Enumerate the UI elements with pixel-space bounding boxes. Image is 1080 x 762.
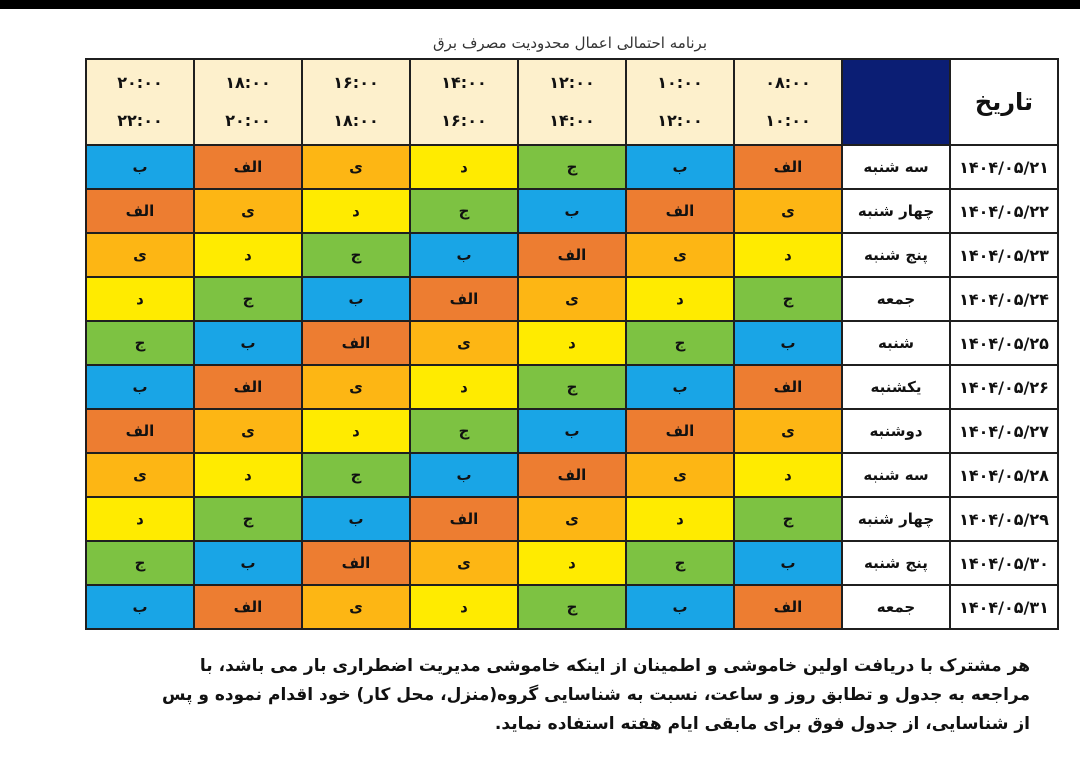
group-cell: ی	[302, 145, 410, 189]
group-cell: د	[734, 233, 842, 277]
day-cell: یکشنبه	[842, 365, 950, 409]
group-cell: ج	[626, 541, 734, 585]
group-cell: ی	[626, 453, 734, 497]
group-cell: ی	[626, 233, 734, 277]
group-cell: ی	[410, 541, 518, 585]
group-cell: ی	[86, 233, 194, 277]
group-cell: ی	[302, 585, 410, 629]
group-cell: الف	[734, 365, 842, 409]
header-row	[86, 59, 1058, 145]
group-cell: ب	[194, 321, 302, 365]
day-cell: پنج شنبه	[842, 233, 950, 277]
day-cell: سه شنبه	[842, 145, 950, 189]
group-cell: ج	[734, 497, 842, 541]
group-cell: الف	[86, 409, 194, 453]
date-cell: ۱۴۰۴/۰۵/۲۵	[950, 321, 1058, 365]
date-header: تاریخ	[950, 59, 1058, 145]
date-cell: ۱۴۰۴/۰۵/۲۴	[950, 277, 1058, 321]
table-row	[86, 497, 1058, 541]
day-cell: جمعه	[842, 277, 950, 321]
day-cell: پنج شنبه	[842, 541, 950, 585]
group-cell: ی	[194, 409, 302, 453]
note-line: از شناسایی، از جدول فوق برای مابقی ایام هفته استفاده نماید.	[494, 714, 1030, 734]
table-row	[86, 453, 1058, 497]
slot-header: ۰۸:۰۰ ۱۰:۰۰	[734, 59, 842, 145]
group-cell: ب	[626, 145, 734, 189]
group-cell: ج	[86, 541, 194, 585]
group-cell: ب	[518, 189, 626, 233]
table-row	[86, 233, 1058, 277]
schedule-table	[85, 58, 1059, 630]
group-cell: ی	[86, 453, 194, 497]
group-cell: الف	[626, 409, 734, 453]
date-cell: ۱۴۰۴/۰۵/۳۱	[950, 585, 1058, 629]
group-cell: د	[410, 585, 518, 629]
group-cell: الف	[518, 453, 626, 497]
day-header	[842, 59, 950, 145]
group-cell: د	[194, 453, 302, 497]
group-cell: الف	[194, 145, 302, 189]
group-cell: ج	[734, 277, 842, 321]
group-cell: ب	[86, 365, 194, 409]
group-cell: ب	[410, 453, 518, 497]
group-cell: ی	[518, 277, 626, 321]
group-cell: د	[518, 321, 626, 365]
group-cell: ب	[410, 233, 518, 277]
group-cell: ج	[194, 277, 302, 321]
group-cell: الف	[302, 541, 410, 585]
group-cell: ب	[626, 585, 734, 629]
group-cell: الف	[410, 277, 518, 321]
group-cell: الف	[734, 145, 842, 189]
date-cell: ۱۴۰۴/۰۵/۲۶	[950, 365, 1058, 409]
group-cell: ب	[86, 145, 194, 189]
day-cell: دوشنبه	[842, 409, 950, 453]
day-cell: چهار شنبه	[842, 497, 950, 541]
group-cell: ب	[302, 497, 410, 541]
group-cell: ی	[734, 409, 842, 453]
group-cell: ی	[194, 189, 302, 233]
group-cell: الف	[194, 585, 302, 629]
note-line: هر مشترک با دریافت اولین خاموشی و اطمینان از اینکه خاموشی مدیریت اضطراری بار می باشد، با	[199, 656, 1030, 676]
page-title: برنامه احتمالی اعمال محدودیت مصرف برق	[432, 34, 708, 52]
table-row	[86, 365, 1058, 409]
group-cell: الف	[410, 497, 518, 541]
day-cell: چهار شنبه	[842, 189, 950, 233]
group-cell: الف	[626, 189, 734, 233]
group-cell: ب	[302, 277, 410, 321]
table-row	[86, 277, 1058, 321]
group-cell: الف	[302, 321, 410, 365]
day-cell: سه شنبه	[842, 453, 950, 497]
group-cell: ج	[86, 321, 194, 365]
group-cell: ج	[194, 497, 302, 541]
slot-header: ۲۰:۰۰ ۲۲:۰۰	[86, 59, 194, 145]
group-cell: ی	[518, 497, 626, 541]
schedule-body	[86, 59, 1058, 629]
table-row	[86, 321, 1058, 365]
date-cell: ۱۴۰۴/۰۵/۳۰	[950, 541, 1058, 585]
table-row	[86, 145, 1058, 189]
group-cell: د	[410, 145, 518, 189]
date-cell: ۱۴۰۴/۰۵/۲۷	[950, 409, 1058, 453]
group-cell: د	[518, 541, 626, 585]
group-cell: الف	[734, 585, 842, 629]
slot-header: ۱۰:۰۰ ۱۲:۰۰	[626, 59, 734, 145]
group-cell: ب	[86, 585, 194, 629]
note-line: مراجعه به جدول و تطابق روز و ساعت، نسبت به شناسایی گروه(منزل، محل کار) خود اقدام نموده و پس	[162, 685, 1030, 705]
group-cell: ب	[518, 409, 626, 453]
group-cell: د	[86, 497, 194, 541]
table-row	[86, 541, 1058, 585]
day-cell: شنبه	[842, 321, 950, 365]
table-row	[86, 189, 1058, 233]
group-cell: ب	[734, 321, 842, 365]
slot-header: ۱۸:۰۰ ۲۰:۰۰	[194, 59, 302, 145]
slot-header: ۱۶:۰۰ ۱۸:۰۰	[302, 59, 410, 145]
group-cell: ج	[410, 189, 518, 233]
group-cell: ج	[518, 145, 626, 189]
group-cell: د	[302, 189, 410, 233]
group-cell: ج	[302, 233, 410, 277]
group-cell: د	[626, 277, 734, 321]
group-cell: ج	[518, 585, 626, 629]
group-cell: د	[410, 365, 518, 409]
group-cell: د	[194, 233, 302, 277]
table-row	[86, 585, 1058, 629]
group-cell: ج	[626, 321, 734, 365]
group-cell: د	[734, 453, 842, 497]
group-cell: ی	[410, 321, 518, 365]
group-cell: ب	[194, 541, 302, 585]
group-cell: د	[626, 497, 734, 541]
top-bar	[0, 0, 1080, 9]
group-cell: ج	[518, 365, 626, 409]
group-cell: د	[86, 277, 194, 321]
slot-header: ۱۲:۰۰ ۱۴:۰۰	[518, 59, 626, 145]
group-cell: ج	[410, 409, 518, 453]
group-cell: ی	[734, 189, 842, 233]
group-cell: ج	[302, 453, 410, 497]
day-cell: جمعه	[842, 585, 950, 629]
date-cell: ۱۴۰۴/۰۵/۲۲	[950, 189, 1058, 233]
group-cell: الف	[194, 365, 302, 409]
group-cell: الف	[86, 189, 194, 233]
group-cell: د	[302, 409, 410, 453]
group-cell: ب	[734, 541, 842, 585]
group-cell: الف	[518, 233, 626, 277]
slot-header: ۱۴:۰۰ ۱۶:۰۰	[410, 59, 518, 145]
date-cell: ۱۴۰۴/۰۵/۲۱	[950, 145, 1058, 189]
instruction-note	[100, 652, 1030, 739]
date-cell: ۱۴۰۴/۰۵/۲۳	[950, 233, 1058, 277]
date-cell: ۱۴۰۴/۰۵/۲۸	[950, 453, 1058, 497]
group-cell: ی	[302, 365, 410, 409]
group-cell: ب	[626, 365, 734, 409]
table-row	[86, 409, 1058, 453]
date-cell: ۱۴۰۴/۰۵/۲۹	[950, 497, 1058, 541]
